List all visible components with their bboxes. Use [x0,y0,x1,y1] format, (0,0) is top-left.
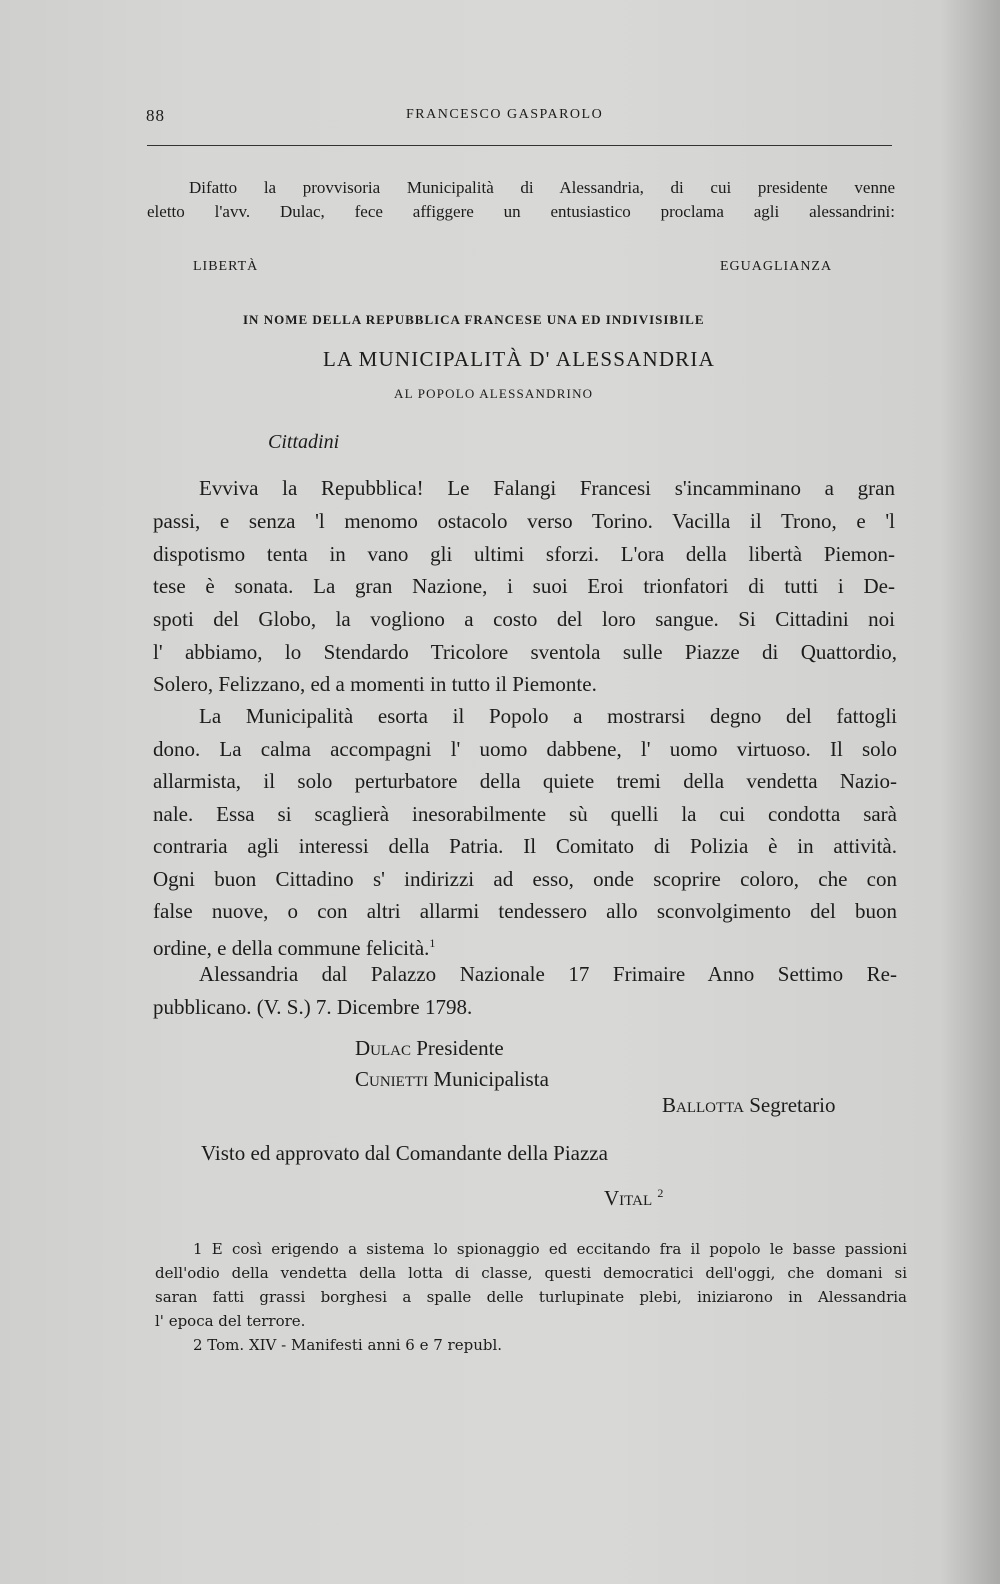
intro-line-2: eletto l'avv. Dulac, fece affiggere un entusiastico proclama agli alessandrini: [147,202,895,221]
footnote-1-line: l' epoca del terrore. [155,1312,306,1330]
body-line: contraria agli interessi della Patria. Il Comitato di Polizia è in attività. [153,834,897,858]
header-rule [147,145,892,146]
footnote-1-line: saran fatti grassi borghesi a spalle delle turlupinate plebi, iniziarono in Alessandria [155,1288,907,1306]
signature-cunietti [355,1063,549,1095]
signature-role: Municipalista [433,1067,549,1091]
body-line: tese è sonata. La gran Nazione, i suoi Eroi trionfatori di tutti i De- [153,574,895,598]
body-line: Evviva la Repubblica! Le Falangi Francesi s'incamminano a gran [199,476,895,500]
running-head: FRANCESCO GASPAROLO [406,107,604,122]
signature-name: Ballotta [662,1093,744,1117]
body-line: dono. La calma accompagni l' uomo dabbene, l' uomo virtuoso. Il solo [153,737,897,761]
body-line: dispotismo tenta in vano gli ultimi sforzi. L'ora della libertà Piemon- [153,542,895,566]
footnote-1-line: 1 E così erigendo a sistema lo spionaggio ed eccitando fra il popolo le basse passioni [193,1240,907,1258]
body-line: l' abbiamo, lo Stendardo Tricolore sventola sulle Piazze di Quattordio, [153,640,897,664]
signature-name: Dulac [355,1036,411,1060]
footnote-marker-2: 2 [657,1186,664,1200]
signature-name: Vital [604,1186,653,1210]
body-line: false nuove, o con altri allarmi tendessero allo sconvolgimento del buon [153,899,897,923]
body-line: nale. Essa si scaglierà inesorabilmente sù quelli la cui condotta sarà [153,802,897,826]
body-line: La Municipalità esorta il Popolo a mostrarsi degno del fattogli [199,704,897,728]
body-line: passi, e senza 'l menomo ostacolo verso Torino. Vacilla il Trono, e 'l [153,509,895,533]
signature-role: Presidente [416,1036,504,1060]
signature-dulac [355,1032,504,1064]
republic-line: IN NOME DELLA REPUBBLICA FRANCESE UNA ED INDIVISIBILE [243,312,705,327]
body-line: Alessandria dal Palazzo Nazionale 17 Frimaire Anno Settimo Re- [199,962,897,986]
footnote-marker-1: 1 [429,936,436,950]
intro-line-1: Difatto la provvisoria Municipalità di Alessandria, di cui presidente venne [189,178,895,197]
body-line: spoti del Globo, la vogliono a costo del loro sangue. Si Cittadini noi [153,607,895,631]
motto-eguaglianza: EGUAGLIANZA [720,259,833,274]
signature-name: Cunietti [355,1067,429,1091]
body-line: pubblicano. (V. S.) 7. Dicembre 1798. [153,995,473,1019]
body-line: allarmista, il solo perturbatore della quiete tremi della vendetta Nazio- [153,769,897,793]
motto-liberta: LIBERTÀ [193,259,259,274]
approval-line: Visto ed approvato dal Comandante della Piazza [201,1141,608,1165]
footnote-2: 2 Tom. XIV - Manifesti anni 6 e 7 republ. [193,1336,503,1354]
salutation: Cittadini [268,431,340,453]
page-number: 88 [146,106,165,125]
proclamation-title: LA MUNICIPALITÀ D' ALESSANDRIA [323,347,715,371]
body-line-text: ordine, e della commune felicità. [153,936,430,960]
proclamation-subtitle: AL POPOLO ALESSANDRINO [394,386,594,401]
body-line: Ogni buon Cittadino s' indirizzi ad esso, onde scoprire coloro, che con [153,867,897,891]
footnote-1-line: dell'odio della vendetta della lotta di classe, questi democratici dell'oggi, che domani si [155,1264,907,1282]
signature-ballotta [662,1089,836,1121]
body-line: Solero, Felizzano, ed a momenti in tutto il Piemonte. [153,672,597,696]
signature-role: Segretario [749,1093,836,1117]
signature-vital [604,1177,663,1214]
